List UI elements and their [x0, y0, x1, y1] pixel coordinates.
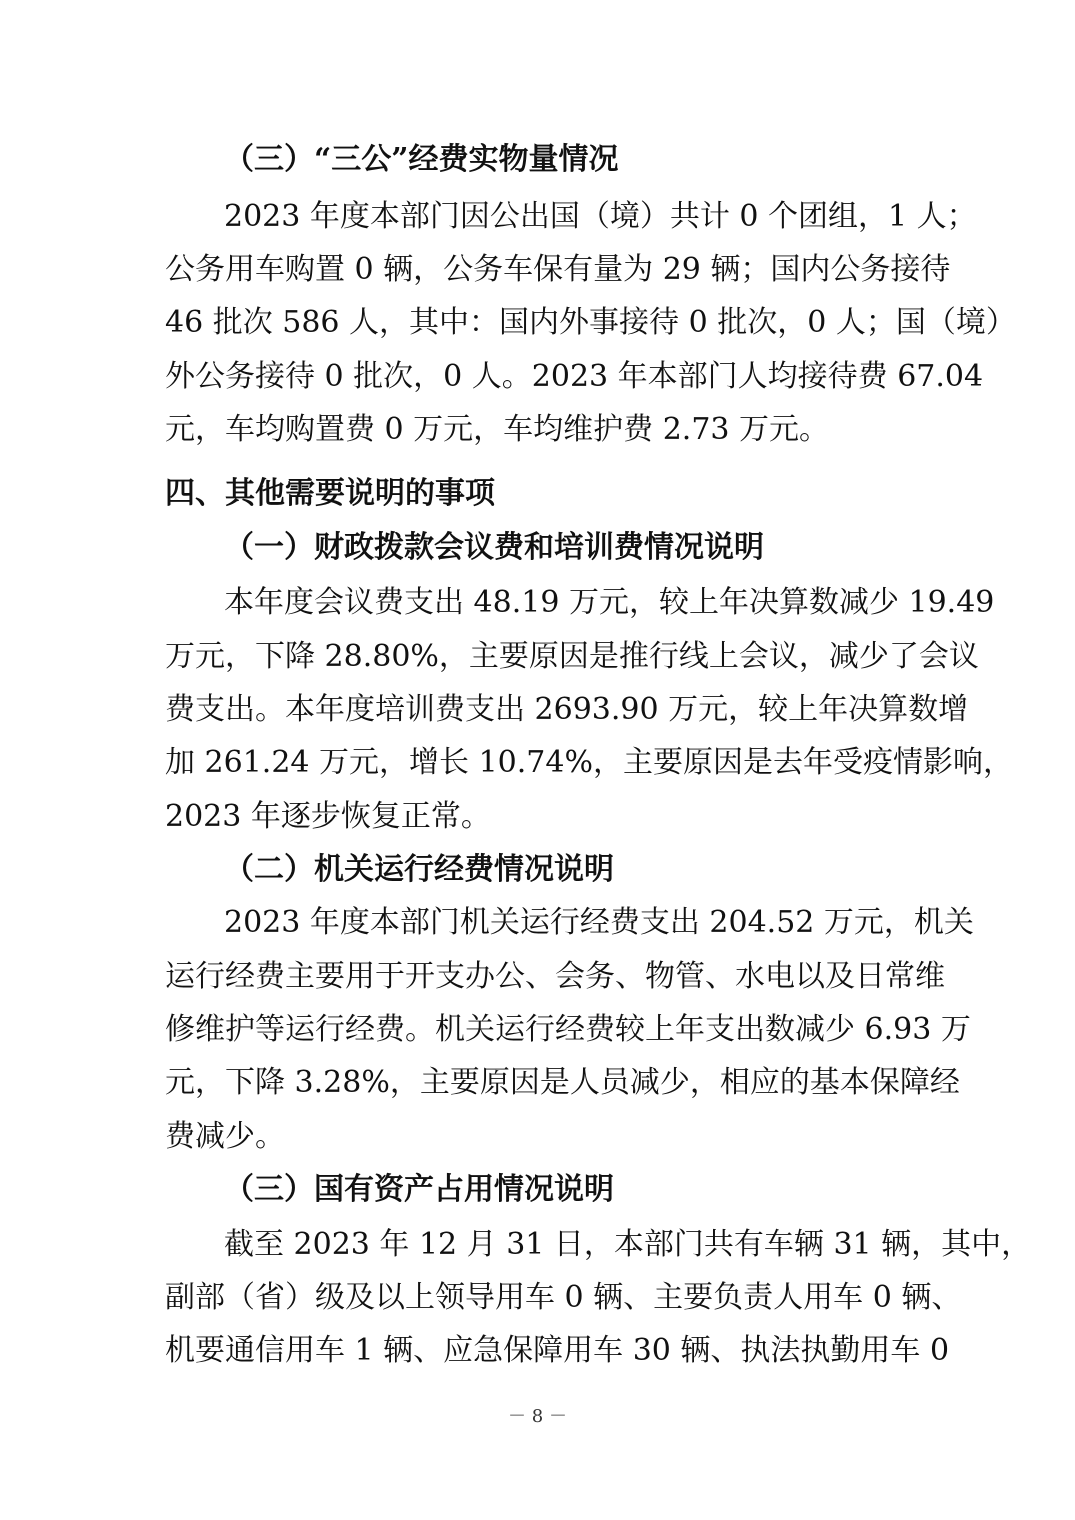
page-number: － 8 － [508, 1406, 567, 1427]
section-heading-three-public: （三）“三公”经费实物量情况 [224, 142, 619, 177]
paragraph-line: 元，下降 3.28%，主要原因是人员减少，相应的基本保障经 [165, 1065, 960, 1100]
paragraph-line: 外公务接待 0 批次，0 人。2023 年本部门人均接待费 67.04 [165, 359, 984, 394]
paragraph-line: 运行经费主要用于开支办公、会务、物管、水电以及日常维 [165, 959, 945, 994]
paragraph-line: 元，车均购置费 0 万元，车均维护费 2.73 万元。 [165, 412, 830, 447]
subsection-heading-operating-expenses: （二）机关运行经费情况说明 [224, 852, 614, 887]
paragraph-line: 加 261.24 万元，增长 10.74%，主要原因是去年受疫情影响， [165, 745, 1013, 780]
paragraph-line: 46 批次 586 人，其中：国内外事接待 0 批次，0 人；国（境） [165, 305, 1016, 340]
paragraph-line: 2023 年度本部门机关运行经费支出 204.52 万元，机关 [224, 905, 974, 940]
paragraph-line: 费支出。本年度培训费支出 2693.90 万元，较上年决算数增 [165, 692, 969, 727]
paragraph-line: 截至 2023 年 12 月 31 日，本部门共有车辆 31 辆，其中， [224, 1227, 1032, 1262]
subsection-heading-meeting-training: （一）财政拨款会议费和培训费情况说明 [224, 530, 764, 565]
paragraph-line: 机要通信用车 1 辆、应急保障用车 30 辆、执法执勤用车 0 [165, 1333, 950, 1368]
paragraph-line: 修维护等运行经费。机关运行经费较上年支出数减少 6.93 万 [165, 1012, 971, 1047]
paragraph-line: 费减少。 [165, 1119, 285, 1154]
subsection-heading-state-assets: （三）国有资产占用情况说明 [224, 1172, 614, 1207]
paragraph-line: 2023 年度本部门因公出国（境）共计 0 个团组，1 人； [224, 199, 977, 234]
paragraph-line: 公务用车购置 0 辆，公务车保有量为 29 辆；国内公务接待 [165, 252, 951, 287]
section-heading-other-matters: 四、其他需要说明的事项 [165, 476, 495, 511]
paragraph-line: 万元，下降 28.80%，主要原因是推行线上会议，减少了会议 [165, 639, 979, 674]
paragraph-line: 本年度会议费支出 48.19 万元，较上年决算数减少 19.49 [224, 585, 995, 620]
paragraph-line: 副部（省）级及以上领导用车 0 辆、主要负责人用车 0 辆、 [165, 1280, 962, 1315]
paragraph-line: 2023 年逐步恢复正常。 [165, 799, 491, 834]
